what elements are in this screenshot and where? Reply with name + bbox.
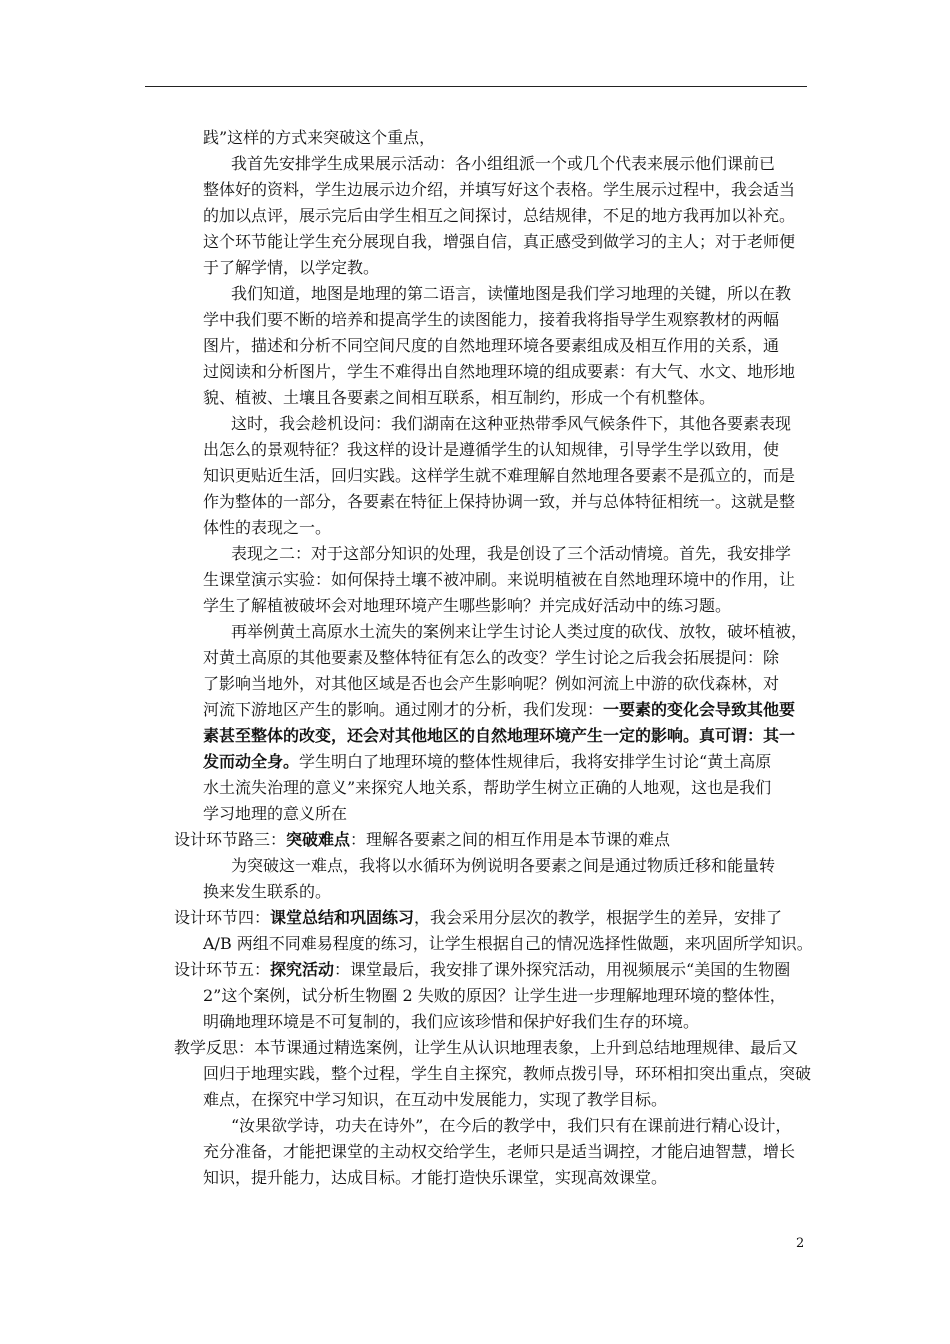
text-segment: 的加以点评，展示完后由学生相互之间探讨，总结规律，不足的地方我再加以补充。 xyxy=(203,206,796,225)
text-segment: 我们知道，地图是地理的第二语言，读懂地图是我们学习地理的关键，所以在教 xyxy=(231,284,792,303)
section-heading xyxy=(174,908,782,928)
text-segment: 2”这个案例，试分析生物圈 2 失败的原因？让学生进一步理解地理环境的整体性， xyxy=(203,986,786,1005)
text-line xyxy=(174,1038,798,1058)
emphasis-text: 一要素的变化会导致其他要 xyxy=(603,700,796,719)
text-line xyxy=(203,440,779,460)
text-segment: ，我会采用分层次的教学，根据学生的差异，安排了 xyxy=(414,908,783,927)
text-line xyxy=(203,752,771,772)
text-segment: 作为整体的一部分，各要素在特征上保持协调一致，并与总体特征相统一。这就是整 xyxy=(203,492,796,511)
text-segment: 学生了解植被破坏会对地理环境产生哪些影响？并完成好活动中的练习题。 xyxy=(203,596,732,615)
text-segment: 充分准备，才能把课堂的主动权交给学生，老师只是适当调控，才能启迪智慧，增长 xyxy=(203,1142,796,1161)
text-segment: 生课堂演示实验：如何保持土壤不被冲刷。来说明植被在自然地理环境中的作用，让 xyxy=(203,570,796,589)
text-segment: 于了解学情，以学定教。 xyxy=(203,258,380,277)
text-line xyxy=(203,570,795,590)
text-line xyxy=(231,154,775,174)
text-segment: 知识，提升能力，达成目标。才能打造快乐课堂，实现高效课堂。 xyxy=(203,1168,668,1187)
text-segment: 学中我们要不断的培养和提高学生的读图能力，接着我将指导学生观察教材的两幅 xyxy=(203,310,780,329)
text-line xyxy=(203,700,795,720)
text-segment: ：理解各要素之间的相互作用是本节课的难点 xyxy=(350,830,671,849)
text-segment: 学生明白了地理环境的整体性规律后，我将安排学生讨论“黄土高原 xyxy=(299,752,772,771)
text-line xyxy=(203,674,779,694)
text-segment: 为突破这一难点，我将以水循环为例说明各要素之间是通过物质迁移和能量转 xyxy=(231,856,776,875)
section-label: 设计环节五： xyxy=(174,960,271,979)
text-line xyxy=(203,1090,667,1110)
text-line xyxy=(203,258,379,278)
text-line xyxy=(231,414,791,434)
text-line xyxy=(203,1012,699,1032)
text-segment: 明确地理环境是不可复制的，我们应该珍惜和保护好我们生存的环境。 xyxy=(203,1012,700,1031)
text-line xyxy=(203,1142,795,1162)
text-segment: A/B 两组不同难易程度的练习，让学生根据自己的情况选择性做题，来巩固所学知识。 xyxy=(203,934,813,953)
section-title: 探究活动 xyxy=(270,960,335,979)
text-segment: 践”这样的方式来突破这个重点， xyxy=(203,128,436,147)
text-line xyxy=(203,778,771,798)
text-line xyxy=(203,986,786,1006)
text-line xyxy=(203,518,331,538)
text-line xyxy=(203,310,779,330)
text-segment: 河流下游地区产生的影响。通过刚才的分析，我们发现： xyxy=(203,700,604,719)
text-line xyxy=(203,492,795,512)
text-line xyxy=(203,882,331,902)
text-line xyxy=(231,1116,791,1136)
text-line xyxy=(203,934,813,954)
text-segment: 这时，我会趁机设问：我们湖南在这种亚热带季风气候条件下，其他各要素表现 xyxy=(231,414,792,433)
header-rule xyxy=(145,86,807,87)
text-line xyxy=(231,284,791,304)
text-segment: 了影响当地外，对其他区域是否也会产生影响呢？例如河流上中游的砍伐森林，对 xyxy=(203,674,780,693)
page-number: 2 xyxy=(796,1236,805,1251)
text-line xyxy=(231,622,807,642)
text-line xyxy=(231,544,791,564)
section-title: 突破难点 xyxy=(286,830,351,849)
text-segment: 再举例黄土高原水土流失的案例来让学生讨论人类过度的砍伐、放牧，破坏植被， xyxy=(231,622,808,641)
section-heading xyxy=(174,960,790,980)
text-line xyxy=(203,388,715,408)
text-segment: 过阅读和分析图片，学生不难得出自然地理环境的组成要素：有大气、水文、地形地 xyxy=(203,362,796,381)
text-segment: 出怎么的景观特征？我这样的设计是遵循学生的认知规律，引导学生学以致用，使 xyxy=(203,440,780,459)
text-segment: 表现之二：对于这部分知识的处理，我是创设了三个活动情境。首先，我安排学 xyxy=(231,544,792,563)
text-line xyxy=(203,232,795,252)
text-segment: ：课堂最后，我安排了课外探究活动，用视频展示“美国的生物圈 xyxy=(334,960,791,979)
section-label: 设计环节四： xyxy=(174,908,271,927)
text-line xyxy=(203,1064,811,1084)
text-line xyxy=(203,726,795,746)
text-line xyxy=(203,466,795,486)
text-segment: 知识更贴近生活，回归实践。这样学生就不难理解自然地理各要素不是孤立的，而是 xyxy=(203,466,796,485)
text-segment: “汝果欲学诗，功夫在诗外”，在今后的教学中，我们只有在课前进行精心设计， xyxy=(231,1116,792,1135)
emphasis-text: 素甚至整体的改变，还会对其他地区的自然地理环境产生一定的影响。真可谓：其一 xyxy=(203,726,796,745)
section-label: 设计环节路三： xyxy=(174,830,287,849)
text-line xyxy=(203,1168,667,1188)
text-segment: 难点，在探究中学习知识，在互动中发展能力，实现了教学目标。 xyxy=(203,1090,668,1109)
text-line xyxy=(231,856,775,876)
text-line xyxy=(203,206,795,226)
text-segment: 回归于地理实践，整个过程，学生自主探究，教师点拨引导，环环相扣突出重点，突破 xyxy=(203,1064,812,1083)
text-line xyxy=(203,648,779,668)
text-line xyxy=(203,336,779,356)
text-segment: 图片，描述和分析不同空间尺度的自然地理环境各要素组成及相互作用的关系，通 xyxy=(203,336,780,355)
text-segment: 学习地理的意义所在 xyxy=(203,804,348,823)
text-segment: 对黄土高原的其他要素及整体特征有怎么的改变？学生讨论之后我会拓展提问：除 xyxy=(203,648,780,667)
text-segment: 这个环节能让学生充分展现自我，增强自信，真正感受到做学习的主人；对于老师便 xyxy=(203,232,796,251)
text-segment: 貌、植被、土壤且各要素之间相互联系，相互制约，形成一个有机整体。 xyxy=(203,388,716,407)
text-line xyxy=(203,596,731,616)
text-segment: 整体好的资料，学生边展示边介绍，并填写好这个表格。学生展示过程中，我会适当 xyxy=(203,180,796,199)
text-segment: 我首先安排学生成果展示活动：各小组组派一个或几个代表来展示他们课前已 xyxy=(231,154,776,173)
text-line xyxy=(203,362,795,382)
emphasis-text: 发而动全身。 xyxy=(203,752,300,771)
text-segment: 教学反思：本节课通过精选案例，让学生从认识地理表象，上升到总结地理规律、最后又 xyxy=(174,1038,799,1057)
text-line xyxy=(203,128,435,148)
text-segment: 换来发生联系的。 xyxy=(203,882,332,901)
text-segment: 体性的表现之一。 xyxy=(203,518,332,537)
text-segment: 水土流失治理的意义”来探究人地关系，帮助学生树立正确的人地观，这也是我们 xyxy=(203,778,772,797)
text-line xyxy=(203,180,795,200)
section-title: 课堂总结和巩固练习 xyxy=(270,908,415,927)
text-line xyxy=(203,804,347,824)
section-heading xyxy=(174,830,670,850)
